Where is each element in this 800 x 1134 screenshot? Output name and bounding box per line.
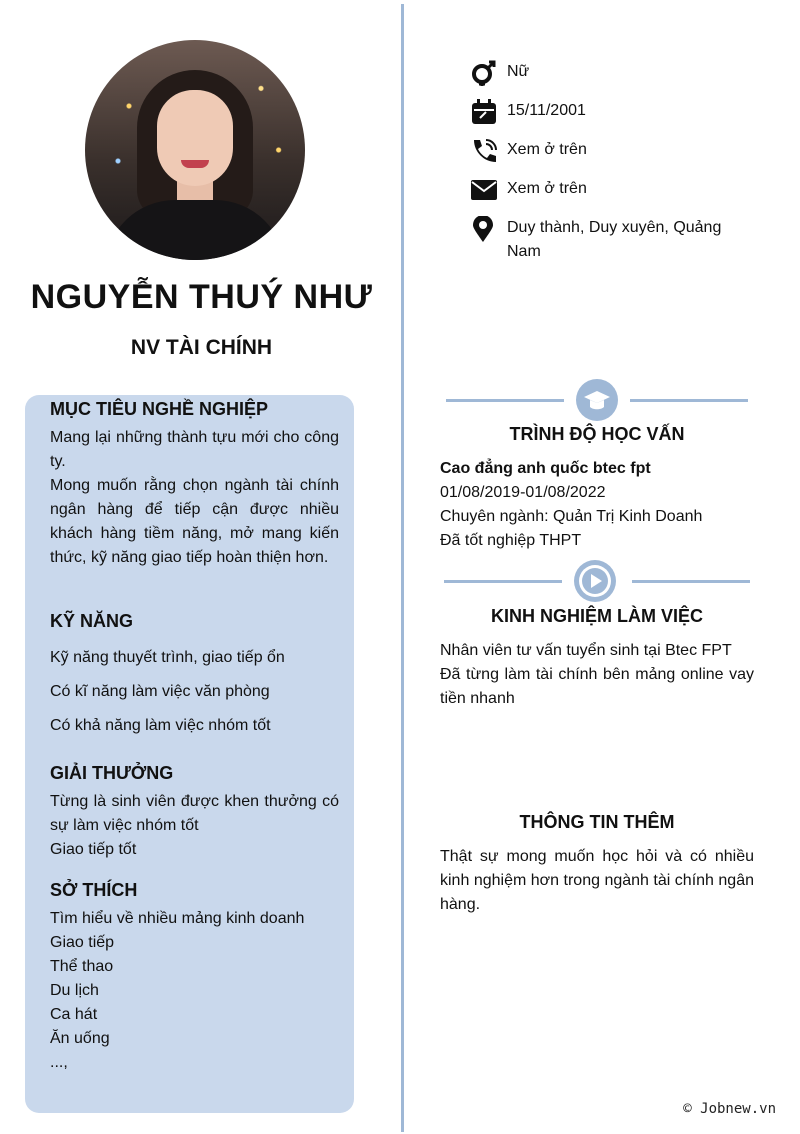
education-rule-left xyxy=(446,399,564,402)
education-period: 01/08/2019-01/08/2022 xyxy=(440,484,606,501)
awards-title: GIẢI THƯỞNG xyxy=(50,763,174,783)
address-text: Duy thành, Duy xuyên, Quảng Nam xyxy=(507,219,722,260)
additional-text: Thật sự mong muốn học hỏi và có nhiều kinh nghiệm hơn trong ngành tài chính ngân hàng. xyxy=(440,848,754,913)
hobby-item: Thể thao xyxy=(50,958,114,975)
award-line: Từng là sinh viên được khen thưởng có sự làm việc nhóm tốt xyxy=(50,793,339,834)
job-title: NV TÀI CHÍNH xyxy=(130,336,273,359)
education-body xyxy=(440,457,754,553)
graduation-cap-icon xyxy=(576,379,618,421)
skill-item: Kỹ năng thuyết trình, giao tiếp ổn xyxy=(50,649,285,666)
skills-section xyxy=(50,611,339,748)
skill-item: Có kĩ năng làm việc văn phòng xyxy=(50,683,270,700)
education-rule-right xyxy=(630,399,748,402)
left-panel xyxy=(25,395,354,1113)
birthday-row xyxy=(470,99,757,125)
birthday-text: 15/11/2001 xyxy=(507,102,586,119)
additional-title: THÔNG TIN THÊM xyxy=(519,812,675,832)
hobby-item: Du lịch xyxy=(50,982,99,999)
experience-rule-right xyxy=(632,580,750,583)
play-icon xyxy=(574,560,616,602)
hobby-item: Ăn uống xyxy=(50,1030,110,1047)
gender-text: Nữ xyxy=(507,63,530,80)
objective-section xyxy=(50,399,339,570)
map-pin-icon xyxy=(470,216,498,242)
skills-title: KỸ NĂNG xyxy=(50,611,134,631)
hobbies-section xyxy=(50,880,339,1075)
objective-line: Mang lại những thành tựu mới cho công ty. xyxy=(50,429,339,470)
phone-row xyxy=(470,138,757,164)
experience-title: KINH NGHIỆM LÀM VIỆC xyxy=(490,606,703,626)
education-major: Chuyên ngành: Quản Trị Kinh Doanh xyxy=(440,508,703,525)
hobby-item: Giao tiếp xyxy=(50,934,115,951)
education-school: Cao đẳng anh quốc btec fpt xyxy=(440,460,651,477)
education-badge xyxy=(576,379,618,421)
education-title: TRÌNH ĐỘ HỌC VẤN xyxy=(509,424,685,444)
phone-text: Xem ở trên xyxy=(507,141,587,158)
phone-icon xyxy=(470,138,498,164)
gender-row xyxy=(470,60,757,86)
address-row xyxy=(470,216,757,264)
experience-body xyxy=(440,639,754,711)
avatar xyxy=(85,40,305,260)
objective-title: MỤC TIÊU NGHỀ NGHIỆP xyxy=(50,399,269,419)
hobby-item: Tìm hiểu về nhiều mảng kinh doanh xyxy=(50,910,305,927)
email-text: Xem ở trên xyxy=(507,180,587,197)
hobby-item: Ca hát xyxy=(50,1006,98,1023)
calendar-icon xyxy=(470,99,498,125)
experience-badge xyxy=(574,560,616,602)
footer-credit: © Jobnew.vn xyxy=(683,1101,776,1117)
award-line: Giao tiếp tốt xyxy=(50,841,137,858)
envelope-icon xyxy=(470,177,498,203)
objective-line: Mong muốn rằng chọn ngành tài chính ngân hàng để tiếp cận được nhiều khách hàng tiềm năng, mở mang kiến thức, kỹ năng giao tiếp hoàn thiện hơn. xyxy=(50,477,339,566)
column-divider xyxy=(401,4,404,1132)
email-row xyxy=(470,177,757,203)
experience-line: Đã từng làm tài chính bên mảng online vay tiền nhanh xyxy=(440,666,754,707)
candidate-name: NGUYỄN THUÝ NHƯ xyxy=(30,278,373,316)
hobby-item: ..., xyxy=(50,1054,68,1071)
awards-section xyxy=(50,763,339,862)
hobbies-title: SỞ THÍCH xyxy=(50,880,138,900)
experience-rule-left xyxy=(444,580,562,583)
education-note: Đã tốt nghiệp THPT xyxy=(440,532,582,549)
experience-line: Nhân viên tư vấn tuyển sinh tại Btec FPT xyxy=(440,642,732,659)
gender-icon xyxy=(470,60,498,86)
skill-item: Có khả năng làm việc nhóm tốt xyxy=(50,717,271,734)
additional-body xyxy=(440,845,754,917)
